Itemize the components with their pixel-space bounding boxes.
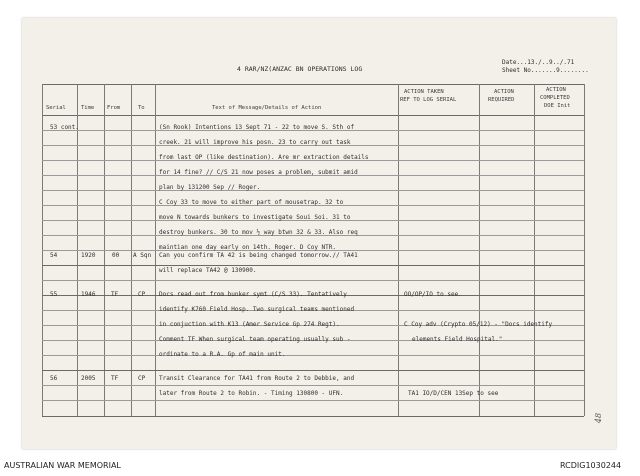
entry-text-line: Comment TF When surgical team operating usually sub - [159,336,351,343]
entry-action-line: OO/OP/IO to see. [404,291,462,298]
entry-time: 1920 [81,252,96,259]
entry-text-line: Can you confirm TA 42 is being changed tomorrow.// TA41 [159,252,358,259]
log-date: Date...13./..9../.71 [502,59,575,66]
entry-action-line: C Coy adv (Crypto 05/12) - "Docs identify [404,321,553,328]
entry-text-line: will replace TA42 @ 130900. [159,267,257,274]
entry-text-line: Transit Clearance for TA41 from Route 2 to Debbie, and [159,375,355,382]
col-header-action-completed-3: DOE Init [544,103,571,109]
table-right-border [584,84,585,416]
entry-time: 1946 [81,291,96,298]
margin-note: 48 [594,412,604,424]
entry-time: 2005 [81,375,96,382]
col-header-action-required-2: REQUIRED [488,97,515,103]
entry-text-line: (Sn Rook) Intentions 13 Sept 71 - 22 to move S. Sth of [159,124,355,131]
entry-to: CP [138,291,146,298]
entry-text-line: creek. 21 will improve his posn. 23 to carry out task [159,139,351,146]
entry-serial: 55 [50,291,58,298]
entry-separator [42,370,584,371]
entry-action-line: elements Field Hospital." [412,336,503,343]
entry-serial: 54 [50,252,58,259]
entry-from: TF [111,375,119,382]
col-header-action-required-1: ACTION [494,89,514,95]
entry-text-line: from last OP (like destination). Are mr extraction details [159,154,369,161]
col-header-action-taken-2: REF TO LOG SERIAL [400,97,457,103]
entry-text-line: destroy bunkers. 30 to mov ½ way btwn 32 & 33. Also req [159,229,358,236]
header-bottom-border [42,115,584,116]
ruled-line [42,280,584,281]
col-header-action-completed-2: COMPLETED [540,95,570,101]
entry-text-line: ordinate to a R.A. Gp of main unit. [159,351,286,358]
log-sheet-number: Sheet No.......9........ [502,67,589,74]
entry-serial: 53 cont. [50,124,79,131]
col-header-to: To [138,105,145,111]
table-bottom-border [42,416,584,417]
ruled-line [42,400,584,401]
col-header-action-completed-1: ACTION [546,87,566,93]
entry-text-line: Docs read out from bunker symt (C/S 33). Tentatively [159,291,347,298]
entry-from: 00 [112,252,120,259]
log-sheet [22,18,616,449]
entry-text-line: maintian one day early on 14th. Roger. D Coy NTR. [159,244,337,251]
ruled-line [42,385,584,386]
col-header-time: Time [81,105,95,111]
entry-text-line: identify K760 Field Hosp. Two surgical teams mentioned [159,306,355,313]
entry-text-line: for 14 fine? // C/S 21 now poses a problem, submit amid [159,169,358,176]
log-title: 4 RAR/NZ(ANZAC BN OPERATIONS LOG [237,65,363,73]
entry-separator [42,265,584,266]
entry-text-line: in conjuction with K13 (Amer Service Gp 274 Regt). [159,321,340,328]
entry-text-line: later from Route 2 to Robin. - Timing 130800 - UFN. [159,390,344,397]
col-header-from: From [107,105,121,111]
entry-text-line: plan by 131200 Sep // Roger. [159,184,261,191]
footer-right-label: RCDIG1030244 [560,461,622,470]
archive-footer [0,455,640,476]
entry-to: A Sqn [133,252,152,259]
entry-action-line: TA1 IO/D/CEN 13Sep to see [408,390,499,397]
entry-from: TF [111,291,119,298]
entry-serial: 56 [50,375,58,382]
ruled-line [42,190,584,191]
col-header-action-taken-1: ACTION TAKEN [404,89,444,95]
col-header-serial: Serial [46,105,66,111]
footer-left-label: AUSTRALIAN WAR MEMORIAL [4,461,121,470]
table-top-border [42,84,584,85]
col-header-text: Text of Message/Details of Action [212,105,322,111]
ruled-line [42,355,584,356]
entry-text-line: move N towards bunkers to investigate Soui Soi. 31 to [159,214,351,221]
entry-text-line: C Coy 33 to move to either part of mousetrap. 32 to [159,199,344,206]
entry-to: CP [138,375,146,382]
